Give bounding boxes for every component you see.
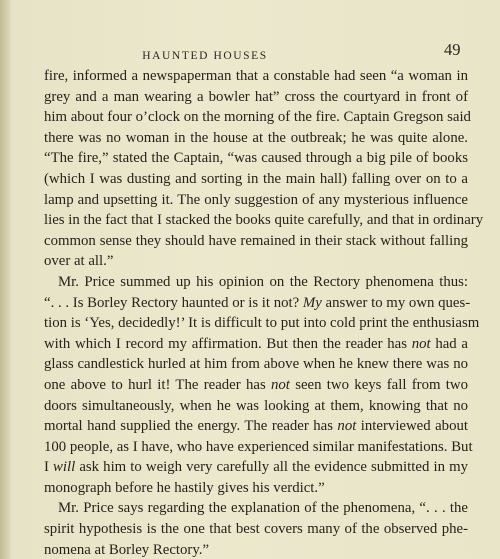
text-run: one above to hurl it! The reader has (44, 376, 271, 393)
page-number: 49 (444, 40, 461, 59)
italic-run: not (411, 335, 431, 352)
text-line (44, 375, 468, 396)
text-line (44, 293, 471, 314)
text-line: Mr. Price says regarding the explanation of the phenomena, “. . . the (58, 500, 468, 517)
paragraph-price-opinion (44, 272, 480, 499)
text-run: “. . . Is Borley Rectory haunted or is it not? (44, 294, 303, 311)
text-run: I (44, 459, 54, 476)
italic-run: not (271, 376, 290, 393)
running-head: HAUNTED HOUSES (142, 50, 268, 62)
italic-run: My (302, 294, 322, 311)
text-line: tion is ‘Yes, decidedly!’ It is difficult to put into cold print the enthusiasm (44, 315, 480, 332)
text-run: had a (430, 335, 468, 352)
text-run: seen two keys fall from two (289, 376, 468, 393)
italic-run: will (53, 459, 76, 476)
text-line (44, 334, 468, 355)
paragraph-spirit-hypothesis (44, 498, 468, 559)
text-run: ask him to weigh very carefully all the evidence submitted in my (75, 459, 468, 476)
body-text (44, 66, 484, 559)
text-line: lamp and upsetting it. The only suggestion of any mysterious influence (44, 191, 468, 208)
text-line: nomena at Borley Rectory.” (44, 541, 210, 558)
text-line: common sense they should have remained in their stack without falling (44, 232, 468, 249)
text-line: Mr. Price summed up his opinion on the Rectory phenomena thus: (58, 273, 468, 290)
text-run: mortal hand supplied the energy. The reader has (44, 418, 338, 435)
text-line: fire, informed a newspaperman that a constable had seen “a woman in (44, 68, 468, 84)
text-line: (which I was dusting and sorting in the main hall) falling over on to a (44, 170, 468, 187)
text-line: there was no woman in the house at the outbreak; he was quite alone. (44, 129, 468, 146)
text-line: over at all.” (44, 253, 114, 270)
text-line: 100 people, as I have, who have experienced similar manifestations. But (44, 438, 473, 455)
text-line: spirit hypothesis is the one that best covers many of the observed phe- (44, 521, 468, 538)
text-run: answer to my own ques- (321, 294, 471, 311)
gutter-shadow (0, 0, 12, 559)
text-line: “The fire,” stated the Captain, “was caused through a big pile of books (44, 150, 468, 167)
text-line: lies in the fact that I stacked the books quite carefully, and that in ordinary (44, 212, 484, 229)
text-line (44, 457, 468, 478)
text-line: him about four o’clock on the morning of the fire. Captain Gregson said (44, 109, 471, 126)
text-line: glass candlestick hurled at him from above when he knew there was no (44, 356, 468, 373)
text-line: grey and a man wearing a bowler hat” cross the courtyard in front of (44, 88, 468, 105)
paragraph-fire-account (44, 66, 484, 272)
text-run: with which I record my affirmation. But then the reader has (44, 335, 412, 352)
text-run: interviewed about (356, 418, 468, 435)
text-line: doors simultaneously, when he was looking at them, knowing that no (44, 397, 468, 414)
text-line (44, 416, 468, 437)
text-line: monograph before he hastily gives his verdict.” (44, 479, 325, 496)
italic-run: not (337, 418, 357, 435)
